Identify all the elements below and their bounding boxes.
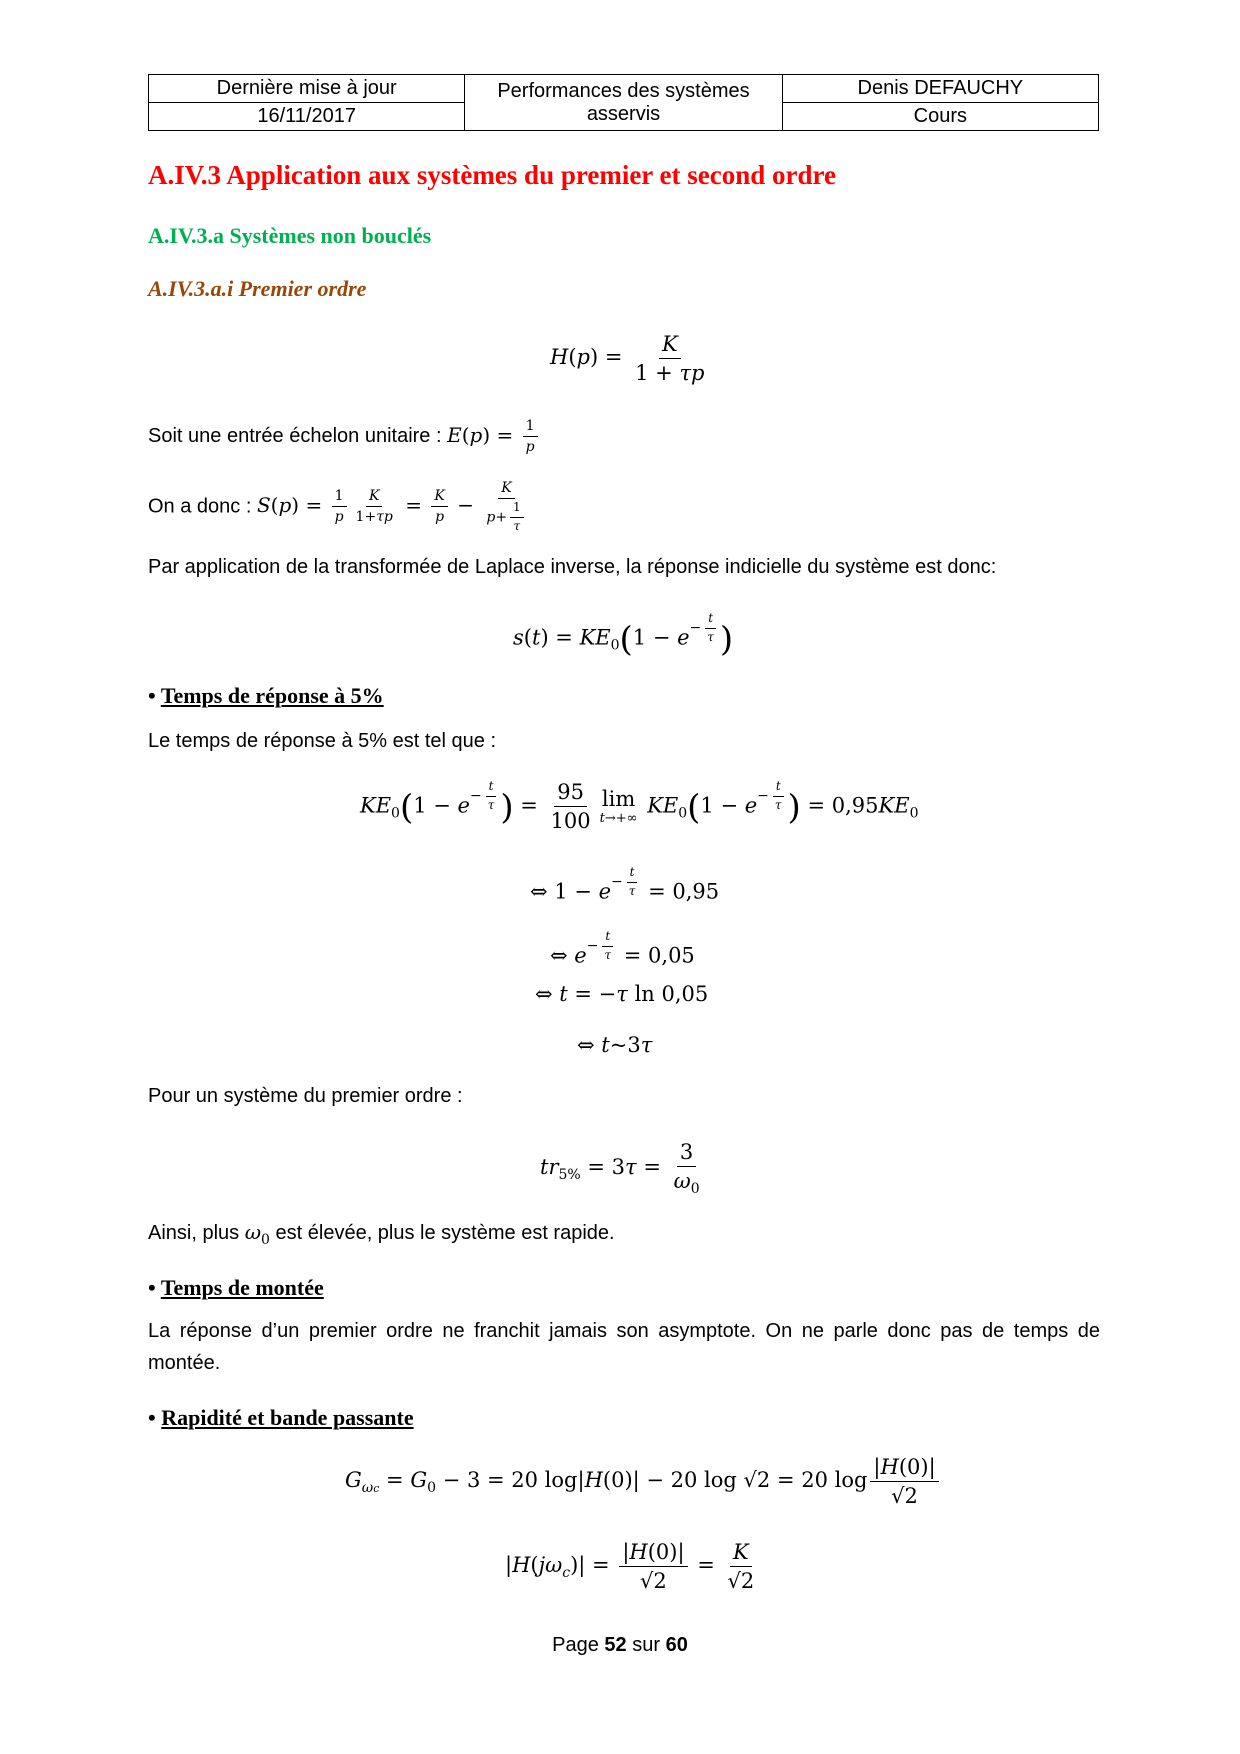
section-heading: A.IV.3 Application aux systèmes du premier et second ordre [148,160,837,190]
equation-tr5: $tr_{5\%} = 3\tau$ = $\frac{3}{\omega_0}$ [540,1140,700,1198]
paragraph-thus: Ainsi, plus $\omega_0$ est élevée, plus le système est rapide. [148,1220,615,1248]
subsection-heading: A.IV.3.a Systèmes non bouclés [148,223,432,248]
page-footer [0,1634,1240,1657]
equation-step-2: ⇔ $e^{- \frac{t}{\tau}}$ = 0,05 [550,929,695,968]
equation-response-time: $KE_0(1 - e^{- \frac{t}{\tau}}$ ) = $\frac{95}{100}$ lim t→+∞ $KE_0(1 - e^{- \frac{t}{\tau}}$ ) = $0,95KE_0$ [360,779,919,834]
title-line-2: asservis [586,102,661,125]
document-title [465,75,782,131]
title-line-1: Performances des systèmes [497,79,750,102]
bullet-response-time: • Temps de réponse à 5% [148,683,384,708]
page-label: Page [552,1634,599,1656]
header-table [148,74,1099,131]
thus-text-a: Ainsi, plus [148,1222,240,1244]
page-number: 52 [604,1634,627,1656]
equation-cutoff-modulus: $|H(j\omega_c)|$ = $\frac{|H(0)|}{√2}$ = $\frac{K}{√2}$ [505,1540,755,1594]
equation-step-response: $s(t) = KE_0(1 - e^{- \frac{t}{\tau}}$ ) [513,611,734,660]
paragraph-rise-time: La réponse d’un premier ordre ne franchit jamais son asymptote. On ne parle donc pas de temps de montée. [148,1320,1100,1374]
author: Denis DEFAUCHY [782,75,1098,103]
thus-text-b: est élevée, plus le système est rapide. [275,1222,615,1244]
page-total: 60 [665,1634,688,1656]
bullet-bandwidth: • Rapidité et bande passante [148,1405,414,1430]
paragraph-input: Soit une entrée échelon unitaire : E(p) = $\frac{1}{p}$ [148,418,541,455]
paragraph-laplace: Par application de la transformée de Laplace inverse, la réponse indicielle du système est donc: [148,556,997,578]
paragraph-first-order: Pour un système du premier ordre : [148,1085,463,1107]
paragraph-output: On a donc : S(p) = $\frac{1}{p}$ $\frac{K}{1+\tau p}$ = $\frac{K}{p}$ − K p+ $\frac{1}{\tau}$ [148,480,533,534]
equation-step-3: ⇔ t = −τ ln 0,05 [535,982,709,1006]
equation-transfer-function: H(p) = $\frac{K}{1 + \tau p}$ [550,332,705,386]
input-text: Soit une entrée échelon unitaire : [148,425,442,448]
output-text: On a donc : [148,495,252,518]
equation-step-1: ⇔ $1 - e^{- \frac{t}{\tau}}$ = 0,95 [530,865,720,904]
equation-cutoff-gain: $G_{\omega c} = G_0 - 3 = 20$ log|H(0)| − 20 log √2 = 20 log $\frac{|H(0)|}{√2}$ [345,1455,942,1508]
paragraph-response-time-intro: Le temps de réponse à 5% est tel que : [148,730,496,752]
of-label: sur [632,1634,661,1656]
bullet-rise-time: • Temps de montée [148,1275,324,1300]
equation-step-4: ⇔ t~3τ [577,1033,653,1057]
subsubsection-heading: A.IV.3.a.i Premier ordre [148,276,367,301]
document-type: Cours [782,103,1098,131]
update-date: 16/11/2017 [149,103,465,131]
last-update-label: Dernière mise à jour [149,75,465,103]
